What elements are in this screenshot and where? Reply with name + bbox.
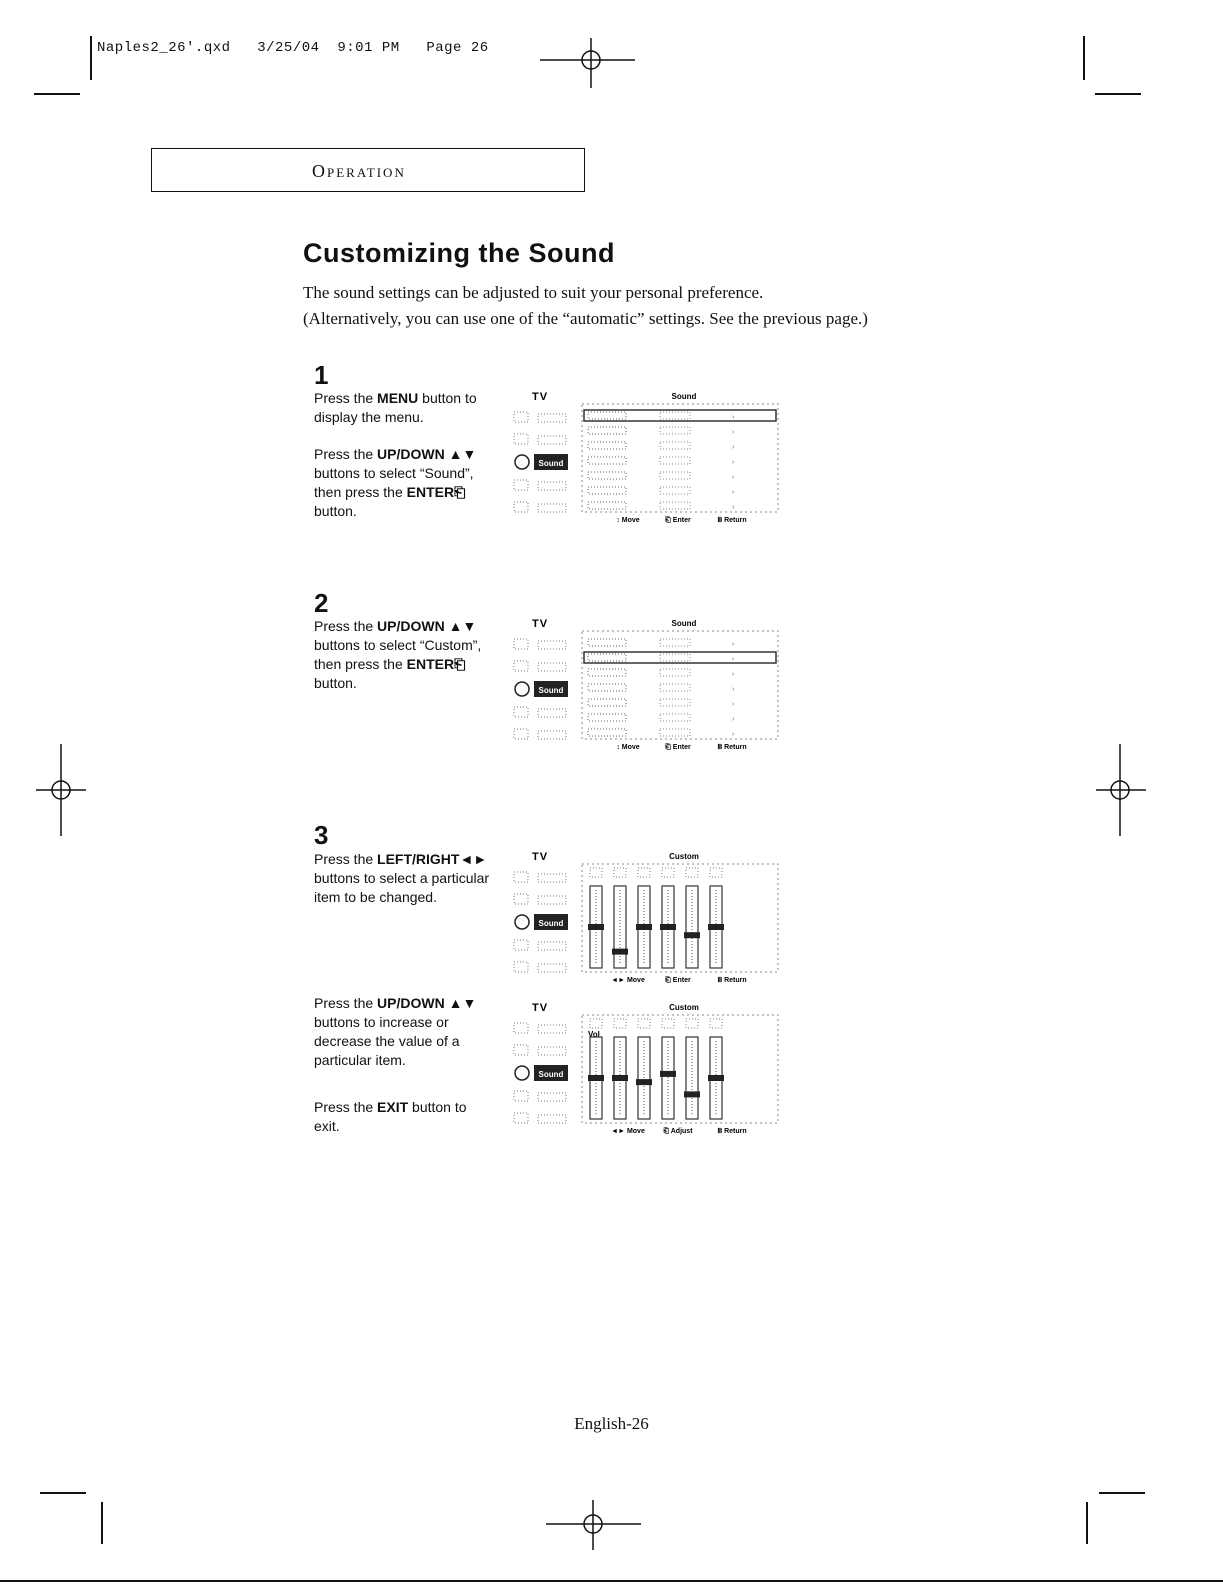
menu-icon	[514, 1023, 528, 1033]
crop-mark	[1086, 1502, 1088, 1544]
screen-panel	[582, 864, 778, 972]
chevron-icon: ›	[732, 716, 735, 723]
screen-footer-hint: Ⅲ Return	[717, 1128, 747, 1135]
step-instructions	[314, 994, 489, 1136]
eq-slider-knob	[708, 924, 724, 930]
eq-band-label	[590, 868, 602, 877]
step-paragraph: Press the EXIT button to exit.	[314, 1099, 467, 1134]
eq-band-label	[686, 868, 698, 877]
intro-line-1: The sound settings can be adjusted to suit your personal preference.	[303, 283, 764, 302]
eq-slider-knob	[684, 932, 700, 938]
menu-row-value	[660, 427, 690, 434]
eq-slider-knob	[612, 949, 628, 955]
screen-footer-hint: ⎗ Enter	[665, 744, 691, 751]
menu-row-value	[660, 472, 690, 479]
eq-band-label	[710, 1019, 722, 1028]
menu-row-value	[660, 457, 690, 464]
eq-band-label	[614, 1019, 626, 1028]
menu-tab	[538, 414, 566, 422]
menu-row-label	[588, 457, 626, 464]
chevron-icon: ›	[732, 474, 735, 481]
screen-title: Sound	[671, 619, 697, 628]
registration-mark-left	[36, 744, 86, 836]
registration-mark-bottom	[546, 1500, 641, 1550]
screen-footer-hint: Ⅲ Return	[717, 517, 747, 524]
menu-row-value	[660, 639, 690, 646]
screen-footer-hint: ⎗ Enter	[665, 977, 691, 984]
step-instructions	[314, 617, 494, 693]
screen-footer-hint: Ⅲ Return	[717, 744, 747, 751]
sidebar-tab-label: Sound	[538, 686, 564, 695]
chevron-icon: ›	[732, 686, 735, 693]
registration-mark-right	[1096, 744, 1146, 836]
sidebar-tab-label: Sound	[538, 1070, 564, 1079]
vol-label: Vol	[588, 1030, 600, 1039]
step-paragraph: Press the LEFT/RIGHT◄► buttons to select a particular item to be changed.	[314, 851, 490, 905]
screen-title: Sound	[671, 392, 697, 401]
menu-row-value	[660, 412, 690, 419]
screen-tv-label: TV	[532, 618, 549, 630]
menu-icon	[514, 707, 528, 717]
crop-mark	[1083, 36, 1085, 80]
crop-mark	[1099, 1492, 1145, 1494]
step-number: 3	[314, 820, 329, 850]
menu-row-value	[660, 729, 690, 736]
menu-row-label	[588, 714, 626, 721]
chevron-icon: ›	[732, 656, 735, 663]
eq-band-label	[710, 868, 722, 877]
sound-icon	[515, 1066, 529, 1080]
menu-tab	[538, 663, 566, 671]
menu-tab	[538, 942, 566, 950]
menu-row-label	[588, 729, 626, 736]
menu-row-label	[588, 684, 626, 691]
menu-row-value	[660, 654, 690, 661]
menu-tab	[538, 896, 566, 904]
menu-tab	[538, 709, 566, 717]
crop-mark	[101, 1502, 103, 1544]
chevron-icon: ›	[732, 414, 735, 421]
menu-row-value	[660, 442, 690, 449]
menu-tab	[538, 964, 566, 972]
chevron-icon: ›	[732, 489, 735, 496]
registration-mark-top	[540, 38, 635, 88]
screen-footer-hint: ◄► Move	[611, 977, 645, 984]
page-number: English-26	[574, 1414, 649, 1433]
crop-mark	[34, 93, 80, 95]
screen-footer-hint: ⎗ Enter	[665, 517, 691, 524]
menu-icon	[514, 434, 528, 444]
menu-row-label	[588, 472, 626, 479]
crop-mark	[1095, 93, 1141, 95]
menu-row-value	[660, 487, 690, 494]
section-label: Operation	[312, 161, 406, 181]
menu-tab	[538, 1047, 566, 1055]
page-bottom-rule	[0, 1580, 1223, 1582]
menu-icon	[514, 1091, 528, 1101]
menu-icon	[514, 1113, 528, 1123]
screen-panel	[582, 1015, 778, 1123]
eq-band-label	[590, 1019, 602, 1028]
eq-slider-knob	[684, 1091, 700, 1097]
menu-row-value	[660, 714, 690, 721]
menu-tab	[538, 1093, 566, 1101]
sidebar-tab-label: Sound	[538, 459, 564, 468]
menu-tab	[538, 1115, 566, 1123]
eq-band-label	[614, 868, 626, 877]
menu-icon	[514, 894, 528, 904]
menu-tab	[538, 1025, 566, 1033]
screen-footer-hint: Ⅲ Return	[717, 977, 747, 984]
eq-slider-knob	[636, 1079, 652, 1085]
tv-menu-screenshot	[510, 997, 782, 1139]
eq-slider-knob	[636, 924, 652, 930]
eq-band-label	[638, 1019, 650, 1028]
menu-tab	[538, 641, 566, 649]
menu-row-label	[588, 412, 626, 419]
screen-tv-label: TV	[532, 391, 549, 403]
menu-icon	[514, 412, 528, 422]
page-title: Customizing the Sound	[303, 238, 615, 268]
menu-row-value	[660, 502, 690, 509]
menu-tab	[538, 436, 566, 444]
step-paragraph: Press the MENU button to display the menu.	[314, 390, 477, 425]
eq-slider-knob	[612, 1075, 628, 1081]
menu-row-label	[588, 639, 626, 646]
screen-footer-hint: ↕ Move	[616, 744, 640, 751]
tv-menu-screenshot	[510, 613, 782, 755]
file-info: Naples2_26'.qxd 3/25/04 9:01 PM Page 26	[97, 40, 489, 56]
screen-footer-hint: ◄► Move	[611, 1128, 645, 1135]
chevron-icon: ›	[732, 701, 735, 708]
menu-icon	[514, 1045, 528, 1055]
chevron-icon: ›	[732, 504, 735, 511]
menu-row-label	[588, 669, 626, 676]
screen-panel	[582, 404, 778, 512]
menu-row-label	[588, 442, 626, 449]
step-instructions	[314, 850, 514, 907]
eq-band-label	[662, 1019, 674, 1028]
step-instructions	[314, 389, 504, 521]
menu-icon	[514, 872, 528, 882]
screen-tv-label: TV	[532, 1002, 549, 1014]
menu-tab	[538, 482, 566, 490]
tv-menu-screenshot	[510, 846, 782, 988]
step-number: 2	[314, 588, 329, 618]
eq-slider-knob	[588, 924, 604, 930]
chevron-icon: ›	[732, 429, 735, 436]
menu-icon	[514, 962, 528, 972]
crop-mark	[40, 1492, 86, 1494]
eq-band-label	[662, 868, 674, 877]
menu-tab	[538, 731, 566, 739]
step-paragraph: Press the UP/DOWN ▲▼ buttons to increase or decrease the value of a particular item.	[314, 995, 477, 1068]
menu-icon	[514, 940, 528, 950]
screen-tv-label: TV	[532, 851, 549, 863]
sound-icon	[515, 915, 529, 929]
chevron-icon: ›	[732, 671, 735, 678]
step-number: 1	[314, 360, 329, 390]
menu-row-label	[588, 427, 626, 434]
eq-slider-knob	[588, 1075, 604, 1081]
step-paragraph: Press the UP/DOWN ▲▼ buttons to select “Custom”, then press the ENTER⎗ button.	[314, 618, 482, 691]
chevron-icon: ›	[732, 731, 735, 738]
eq-slider-knob	[660, 924, 676, 930]
menu-row-label	[588, 502, 626, 509]
menu-row-label	[588, 699, 626, 706]
chevron-icon: ›	[732, 641, 735, 648]
chevron-icon: ›	[732, 444, 735, 451]
sound-icon	[515, 455, 529, 469]
menu-row-label	[588, 487, 626, 494]
menu-icon	[514, 502, 528, 512]
eq-band-label	[638, 868, 650, 877]
menu-icon	[514, 729, 528, 739]
eq-band-label	[686, 1019, 698, 1028]
menu-icon	[514, 480, 528, 490]
screen-footer-hint: ↕ Move	[616, 517, 640, 524]
chevron-icon: ›	[732, 459, 735, 466]
screen-footer-hint: ⎗ Adjust	[663, 1128, 693, 1135]
crop-mark	[90, 36, 92, 80]
eq-slider-knob	[660, 1071, 676, 1077]
sidebar-tab-label: Sound	[538, 919, 564, 928]
tv-menu-screenshot	[510, 386, 782, 528]
step-paragraph: Press the UP/DOWN ▲▼ buttons to select “Sound”, then press the ENTER⎗ button.	[314, 446, 477, 519]
sound-icon	[515, 682, 529, 696]
menu-tab	[538, 504, 566, 512]
menu-tab	[538, 874, 566, 882]
screen-title: Custom	[669, 1003, 699, 1012]
menu-icon	[514, 661, 528, 671]
menu-row-value	[660, 669, 690, 676]
intro-line-2: (Alternatively, you can use one of the “automatic” settings. See the previous page.)	[303, 309, 868, 328]
screen-title: Custom	[669, 852, 699, 861]
eq-slider-knob	[708, 1075, 724, 1081]
menu-row-value	[660, 684, 690, 691]
screen-panel	[582, 631, 778, 739]
menu-row-value	[660, 699, 690, 706]
menu-icon	[514, 639, 528, 649]
menu-row-label	[588, 654, 626, 661]
